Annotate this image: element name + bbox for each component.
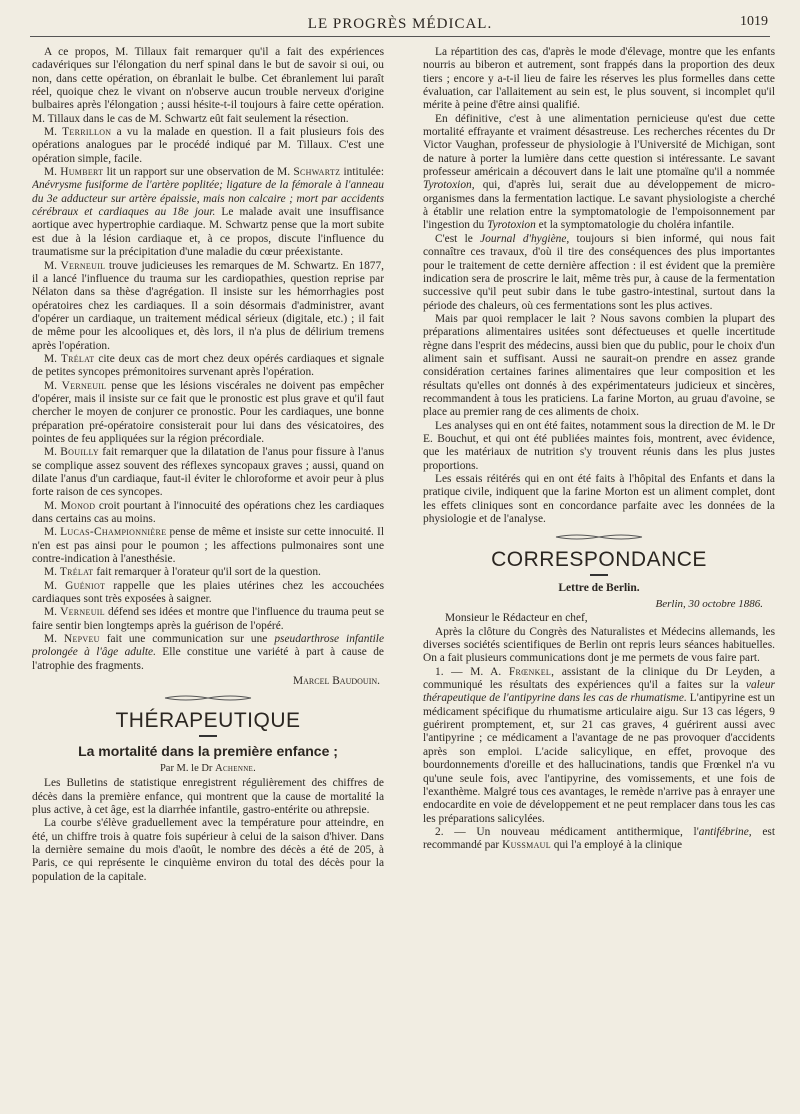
paragraph-text: fait une communication sur une xyxy=(99,633,275,646)
paragraph: M. Verneuil défend ses idées et montre que l'influence du trauma peut se faire sentir bien longtemps après la guérison de l'opéré. xyxy=(32,606,384,632)
paragraph-text: assistant de la clinique du Dr Leyden, a communiqué les résultats des expériences qu'il a faites sur la xyxy=(423,665,775,692)
dateline: Berlin, 30 octobre 1886. xyxy=(655,598,763,611)
paragraph: La courbe s'élève graduellement avec la température pour atteindre, en été, un chiffre trois à quatre fois supérieur à celui de la saison d'hiver. Dans la dernière semaine du mois d'août, le nombre des décès a été de 205, à Paris, ce qui représente le cinquième environ du total des décès pour la population de la capitale. xyxy=(32,817,384,883)
speaker-name: Guéniot xyxy=(65,579,106,592)
communication-title: valeur thérapeutique de l'antipyrine dans les cas de rhumatisme. xyxy=(423,679,775,705)
paragraph: M. Verneuil pense que les lésions viscérales ne doivent pas empêcher d'opérer, mais il insiste sur ce fait que le pronostic est plus grave et qu'il faut chercher le moyen de conjurer ce pronostic. Pour les cardiaques, une bonne préparation pré-opératoire consisterait pour lui dans des vésicatoires, des pointes de feu appliquées sur la région précordiale. xyxy=(32,379,384,445)
speaker-name: Trélat xyxy=(60,352,95,365)
journal-name: Journal d'hygiène, xyxy=(480,232,570,245)
page-header xyxy=(30,10,770,37)
paragraph-text: Le malade avait une insuffisance aortique avec hypertrophie cardiaque. M. Schwartz pense que la mort subite est due à la lésion cardiaque et, à ce propos, discute l'influence du traumatisme sur la précipitation d'une maladie du cœur préexistante. xyxy=(32,206,384,259)
paragraph: M. Verneuil trouve judicieuses les remarques de M. Schwartz. En 1877, il a lancé l'influence du trauma sur les cardiopathies, question reprise par Nélaton dans sa thèse d'agrégation. Il insiste sur les hémorrhagies post opératoires chez les cardiaques. Il a soin désormais d'administrer, avant d'opérer un cardiaque, un traitement médical sérieux (digitale, etc.) ; il fait de même pour les alcooliques et, dès lors, il n'a plus de délirium tremens après l'opération. xyxy=(32,259,384,352)
section-divider xyxy=(199,735,217,737)
paragraph-text: intitulée: xyxy=(340,166,384,179)
paragraph-text: pense que les lésions viscérales ne doivent pas empêcher d'opérer, mais il insiste sur ce fait que le pronostic est plus grave et qu'il faut chercher le moyen de conjurer ce pronostic. Pour les cardiaques, une bonne préparation pré-opératoire consisterait pour lui dans des vésicatoires, des pointes de feu appliquées sur la région précordiale. xyxy=(32,379,384,445)
paragraph: M. Terrillon a vu la malade en question. Il a fait plusieurs fois des opérations analogues par le procédé indiqué par M. Tillaux. C'est une opération simple, facile. xyxy=(32,126,384,165)
observation-title: Anévrysme fusiforme de l'artère poplitée; ligature de la fémorale à l'anneau du 3e adducteur sur artère épaissie, mais non calcaire ; mort par accidents cérébraux et cardiaques au 18e jour. xyxy=(32,179,384,219)
paragraph: Les essais réitérés qui en ont été faits à l'hôpital des Enfants et dans la pratique civile, indiquent que la farine Morton est un aliment complet, dont les effets cliniques sont en concordance parfaite avec les données de la physiologie et de l'analyse. xyxy=(423,473,775,526)
speaker-name: Nepveu xyxy=(63,633,100,646)
paragraph: M. Bouilly fait remarquer que la dilatation de l'anus pour fissure à l'anus se complique assez souvent des réflexes syncopaux graves ; aussi, quand on dilate l'anus d'un cardiaque, faut-il éviter le chloroforme et avoir peur à plus forte raison de ces syncopes. xyxy=(32,446,384,499)
speaker-name: Terrillon xyxy=(62,126,112,139)
term: Tyrotoxion, xyxy=(423,179,475,192)
speaker-name: Verneuil xyxy=(60,259,106,272)
paragraph xyxy=(423,666,775,826)
paragraph-text: qui l'a employé à la clinique xyxy=(550,839,683,852)
section-title: CORRESPONDANCE xyxy=(491,548,707,572)
paragraph-text: toujours si bien informé, qui nous fait connaître ces travaux, d'où il tire des conséquences des plus importantes pour le traitement de cette dernière affection : il est évident que la première indication sera de proscrire le lait, même très pur, à cause de la fermentation successive qu'il peut subir dans le tube gastro-intestinal, surtout dans la période des chaleurs, où ces fermentations sont les plus actives. xyxy=(423,232,775,312)
paragraph-text: a vu la malade en question. Il a fait plusieurs fois des opérations analogues par le procédé indiqué par M. Tillaux. C'est une opération simple, facile. xyxy=(32,126,384,165)
speaker-name: Trélat xyxy=(59,566,94,579)
paragraph-text: lit un rapport sur une observation de M. xyxy=(103,166,294,179)
paragraph: Les analyses qui en ont été faites, notamment sous la direction de M. le Dr E. Bouchut, et qui ont été publiées maintes fois, montrent, avec évidence, que les matériaux de nutrition s'y trouvent réunis dans les plus justes proportions. xyxy=(423,419,775,472)
speaker-name: Bouilly xyxy=(60,446,99,459)
paragraph: M. Lucas-Championnière pense de même et insiste sur cette innocuité. Il n'en est pas ainsi pour le poumon ; les affections pulmonaires sont une contre-indication à l'anesthésie. xyxy=(32,526,384,566)
paragraph-text: L'antipyrine est un médicament spécifique du rhumatisme articulaire aigu. Sur 13 cas légers, 9 guérirent promptement, et, sur 21 cas graves, 4 guérirent aussi avec l'antipyrine ; ce médicament a l'avantage de ne pas provoquer d'accidents après son emploi. L'acide salicylique, en effet, provoque des bourdonnements d'oreille et des hallucinations, tandis que Frœnkel n'a vu qu'une seule fois, avec l'antipyrine, des vomissements, et une fois de l'exanthème. Malgré tous ces avantages, le remède n'arrive pas à enrayer une endocardite en voie de développement et ne peut remplacer dans tous les cas les préparations salicylées. xyxy=(423,692,775,825)
right-column xyxy=(423,46,775,1110)
paragraph: M. Trélat cite deux cas de mort chez deux opérés cardiaques et signale de petites syncopes prémonitoires survenant après l'opération. xyxy=(32,352,384,379)
paragraph xyxy=(423,826,775,853)
page-number: 1019 xyxy=(740,14,768,29)
speaker-name: Schwartz xyxy=(293,166,341,179)
paragraph-text: Elle constitue une variété à part à cause de l'atrophie des fragments. xyxy=(32,646,384,672)
byline-prefix: Par M. le Dr xyxy=(159,763,216,775)
author-name: Frœnkel, xyxy=(508,665,555,678)
paragraph: M. Trélat fait remarquer à l'orateur qu'il sort de la question. xyxy=(44,566,321,579)
speaker-name: Humbert xyxy=(60,166,104,179)
paragraph-text: rappelle que les plaies utérines chez les accouchées cardiaques sont très exposées à saigner. xyxy=(32,579,384,606)
speaker-name: Lucas-Championnière xyxy=(60,526,167,539)
paragraph: M. Monod croit pourtant à l'innocuité des opérations chez les cardiaques dans certains cas au moins. xyxy=(32,499,384,526)
communication-title: pseudarthrose infantile prolongée à l'âge adulte. xyxy=(32,633,384,659)
letter-title: Lettre de Berlin. xyxy=(558,582,640,595)
paragraph-text: En définitive, c'est à une alimentation pernicieuse qu'est due cette mortalité effrayante et vraiment désastreuse. Les recherches récentes du Dr Victor Vaughan, professeur de physiologie à l'Université de Michigan, sont de nature à porter la lumière dans cette question si intéressante. Le savant professeur américain a découvert dans le lait une ptomaïne qu'il a nommée xyxy=(423,112,775,179)
salutation: Monsieur le Rédacteur en chef, xyxy=(445,612,588,625)
paragraph: M. Nepveu fait une communication sur une pseudarthrose infantile prolongée à l'âge adulte. Elle constitue une variété à part à cause de l'atrophie des fragments. xyxy=(32,633,384,672)
paragraph xyxy=(423,233,775,313)
speaker-name: Monod xyxy=(60,499,96,512)
paragraph-text: fait remarquer à l'orateur qu'il sort de la question. xyxy=(93,566,321,579)
paragraph-text: qui, d'après lui, serait due au développement de micro-organismes dans la fermentation lactique. Le savant physiologiste a cherché à établir une relation entre la symptomatologie de l'empoisonnement par l'ingestion du xyxy=(423,179,775,232)
paragraph-text: et la symptomatologie du choléra infantile. xyxy=(535,219,735,232)
term: Tyrotoxion xyxy=(487,219,536,232)
paragraph-text: croit pourtant à l'innocuité des opérations chez les cardiaques dans certains cas au moins. xyxy=(32,499,384,526)
paragraph-text: défend ses idées et montre que l'influence du trauma peut se faire sentir bien longtemps après la guérison de l'opéré. xyxy=(32,606,384,632)
ornament-icon xyxy=(163,693,253,703)
author-signature: Marcel Baudouin. xyxy=(293,675,380,688)
ornament-icon xyxy=(554,532,644,542)
section-title: THÉRAPEUTIQUE xyxy=(115,709,301,733)
paragraph: Après la clôture du Congrès des Naturalistes et Médecins allemands, les diverses sociétés scientifiques de Berlin ont repris leurs séances habituelles. On a fait plusieurs communications dont je me permets de vous faire part. xyxy=(423,625,775,665)
paragraph: M. Guéniot rappelle que les plaies utérines chez les accouchées cardiaques sont très exposées à saigner. xyxy=(32,579,384,606)
article-title: La mortalité dans la première enfance ; xyxy=(78,743,338,760)
running-title: LE PROGRÈS MÉDICAL. xyxy=(307,16,493,32)
paragraph-text: 2. — Un nouveau médicament antithermique, l' xyxy=(435,825,699,838)
paragraph-text: cite deux cas de mort chez deux opérés cardiaques et signale de petites syncopes prémonitoires survenant après l'opération. xyxy=(32,352,384,379)
paragraph-text: pense de même et insiste sur cette innocuité. Il n'en est pas ainsi pour le poumon ; les affections pulmonaires sont une contre-indication à l'anesthésie. xyxy=(32,526,384,566)
paragraph-text: fait remarquer que la dilatation de l'anus pour fissure à l'anus se complique assez souvent des réflexes syncopaux graves ; aussi, quand on dilate l'anus d'un cardiaque, faut-il éviter le chloroforme et avoir peur à plus forte raison de ces syncopes. xyxy=(32,446,384,499)
paragraph: Les Bulletins de statistique enregistrent régulièrement des chiffres de décès dans la première enfance, qui montrent que la cause de mortalité la plus active, à cet âge, est la diarrhée infantile, gastro-entérite ou athrepsie. xyxy=(32,777,384,816)
paragraph-text: 1. — M. A. xyxy=(435,665,509,678)
paragraph-text: C'est le xyxy=(435,232,481,245)
author-name: Achenne. xyxy=(215,763,257,775)
paragraph: A ce propos, M. Tillaux fait remarquer qu'il a fait des expériences cadavériques sur l'élongation du nerf spinal dans le but de savoir si oui, ou non, dans cette opération, on ébranlait le bulbe. Cet ébranlement lui paraît réel, quoique chez le vivant on n'observe aucun trouble nerveux d'origine bulbaires après l'élongation ; aussi hésite-t-il toujours à faire cette opération. M. Tillaux dans le cas de M. Schwartz eût fait seulement la résection. xyxy=(32,46,384,125)
paragraph-text: trouve judicieuses les remarques de M. Schwartz. En 1877, il a lancé l'influence du trauma sur les cardiopathies, question reprise par Nélaton dans sa thèse d'agrégation. Il insiste sur les hémorrhagies post opératoires chez les cardiaques. Il a soin désormais d'administrer, avant d'opérer un cardiaque, un traitement médical sérieux (digitale, etc.) ; il fait de même pour les alcooliques et, dès lors, il n'a plus de délirium tremens après l'opération. xyxy=(32,259,384,352)
ornamental-rule xyxy=(423,532,775,544)
ornamental-rule xyxy=(32,693,384,705)
author-name: Kussmaul xyxy=(502,839,551,852)
speaker-name: Verneuil xyxy=(60,606,105,619)
section-divider xyxy=(590,574,608,576)
paragraph xyxy=(423,113,775,233)
speaker-name: Verneuil xyxy=(61,379,107,392)
drug-name: antifébrine, xyxy=(698,825,752,838)
paragraph: Mais par quoi remplacer le lait ? Nous savons combien la plupart des préparations alimentaires usitées sont défectueuses et quelle incertitude règne dans l'esprit des médecins, aussi bien que du public, pour le choix d'un aliment sain et suffisant. Aussi ne saurait-on prendre en assez grande considération certaines farines alimentaires que leur composition et les résultats qu'elles ont donnés à des expérimentateurs judicieux et sincères, recommandent à tous les praticiens. La farine Morton, au gruau d'avoine, se place au premier rang de ces aliments de choix. xyxy=(423,312,775,419)
paragraph-text: est recommandé par xyxy=(423,825,775,852)
byline xyxy=(32,763,384,774)
paragraph: M. Humbert lit un rapport sur une observation de M. Schwartz intitulée: Anévrysme fusiforme de l'artère poplitée; ligature de la fémorale à l'anneau du 3e adducteur sur artère épaissie, mais non calcaire ; mort par accidents cérébraux et cardiaques au 18e jour. Le malade avait une insuffisance aortique avec hypertrophie cardiaque. M. Schwartz pense que la mort subite est due à la lésion cardiaque et, à ce propos, discute l'influence du traumatisme sur la précipitation d'une maladie du cœur préexistante. xyxy=(32,166,384,259)
paragraph: La répartition des cas, d'après le mode d'élevage, montre que les enfants nourris au biberon et autrement, sont frappés dans la proportion des deux tiers ; encore y a-t-il lieu de faire les réserves les plus formelles dans cette évaluation, car l'allaitement au sein est, le plus souvent, si incomplet qu'il mérite à peine d'être ainsi qualifié. xyxy=(423,46,775,112)
left-column xyxy=(32,46,384,1110)
